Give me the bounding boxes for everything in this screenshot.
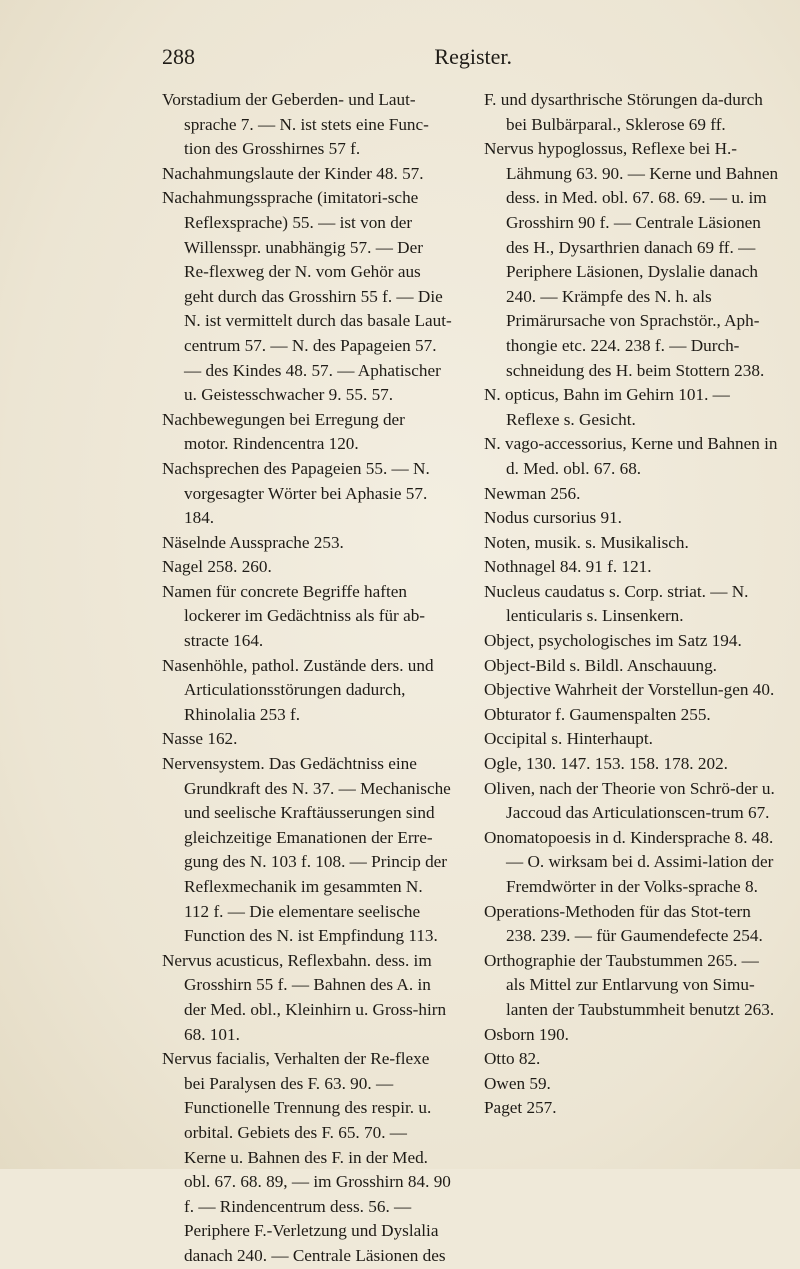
- index-entry: N. opticus, Bahn im Gehirn 101. — Reflexe s. Gesicht.: [484, 385, 730, 429]
- index-entry: Onomatopoesis in d. Kindersprache 8. 48. — O. wirksam bei d. Assimi-lation der Fremdwörter in der Volks-sprache 8.: [484, 827, 774, 896]
- index-entry: Nachbewegungen bei Erregung der motor. Rindencentra 120.: [162, 409, 405, 454]
- index-entry: Osborn 190.: [484, 1024, 569, 1044]
- index-entry: Nachahmungssprache (imitatori-sche Reflexsprache) 55. — ist von der Willensspr. unabhängig 57. — Der Re-flexweg der N. vom Gehör aus geht durch das Grosshirn 55 f. — Die N. ist vermittelt durch das basale Laut-centrum 57. — N. des Papageien 57. — des Kindes 48. 57. — Aphatischer u. Geistesschwacher 9. 55. 57.: [162, 188, 452, 405]
- index-entry: Obturator f. Gaumenspalten 255.: [484, 704, 711, 724]
- index-entry: Nervus facialis, Verhalten der Re-flexe bei Paralysen des F. 63. 90. — Functionelle Trennung des respir. u. orbital. Gebiets des F. 65. 70. — Kerne u. Bahnen des F. in der Med. obl. 67. 68. 89, — im Grosshirn 84. 90 f. — Rindencentrum dess. 56. — Periphere F.-Verletzung und Dyslalia danach 240. — Centrale Läsionen des: [162, 1049, 451, 1265]
- index-entry: Nothnagel 84. 91 f. 121.: [484, 557, 652, 577]
- index-entry: Nachahmungslaute der Kinder 48. 57.: [162, 163, 424, 183]
- index-entry: Orthographie der Taubstummen 265. — als Mittel zur Entlarvung von Simu-lanten der Taubstummheit benutzt 263.: [484, 950, 775, 1019]
- index-entry: Occipital s. Hinterhaupt.: [484, 729, 653, 749]
- page-number: 288: [162, 44, 195, 69]
- right-column: [484, 88, 780, 1121]
- index-entry: Näselnde Aussprache 253.: [162, 532, 344, 552]
- index-entry: Otto 82.: [484, 1049, 541, 1069]
- running-title: Register.: [434, 44, 512, 69]
- index-entry: Nucleus caudatus s. Corp. striat. — N. lenticularis s. Linsenkern.: [484, 581, 749, 626]
- index-entry: Nasse 162.: [162, 729, 238, 749]
- index-entry: Nervensystem. Das Gedächtniss eine Grundkraft des N. 37. — Mechanische und seelische Kraftäusserungen sind gleichzeitige Emanationen der Erre-gung des N. 103 f. 108. — Princip der Reflexmechanik im gesammten N. 112 f. — Die elementare seelische Function des N. ist Empfindung 113.: [162, 754, 451, 946]
- index-entry: Nervus hypoglossus, Reflexe bei H.-Lähmung 63. 90. — Kerne und Bahnen dess. in Med. obl. 67. 68. 69. — u. im Grosshirn 90 f. — Centrale Läsionen des H., Dysarthrien danach 69 ff. — Periphere Läsionen, Dyslalie danach 240. — Krämpfe des N. h. als Primärursache von Sprachstör., Aph-thongie etc. 224. 238 f. — Durch-schneidung des H. beim Stottern 238.: [484, 139, 779, 380]
- index-entry: Object-Bild s. Bildl. Anschauung.: [484, 655, 717, 675]
- index-entry: Nervus acusticus, Reflexbahn. dess. im Grosshirn 55 f. — Bahnen des A. in der Med. obl., Kleinhirn u. Gross-hirn 68. 101.: [162, 950, 447, 1044]
- index-entry: Owen 59.: [484, 1073, 551, 1093]
- index-entry: N. vago-accessorius, Kerne und Bahnen in d. Med. obl. 67. 68.: [484, 434, 778, 478]
- left-column: [162, 88, 452, 1269]
- index-entry: Namen für concrete Begriffe haften lockerer im Gedächtniss als für ab-stracte 164.: [162, 581, 426, 651]
- index-entry: F. und dysarthrische Störungen da-durch bei Bulbärparal., Sklerose 69 ff.: [484, 90, 763, 134]
- index-entry: Vorstadium der Geberden- und Laut-sprache 7. — N. ist stets eine Func-tion des Grosshirnes 57 f.: [162, 90, 429, 159]
- index-entry: Ogle, 130. 147. 153. 158. 178. 202.: [484, 754, 728, 774]
- index-entry: Operations-Methoden für das Stot-tern 238. 239. — für Gaumendefecte 254.: [484, 901, 763, 946]
- index-entry: Oliven, nach der Theorie von Schrö-der u. Jaccoud das Articulationscen-trum 67.: [484, 778, 775, 823]
- index-entry: Nasenhöhle, pathol. Zustände ders. und Articulationsstörungen dadurch, Rhinolalia 253 f.: [162, 655, 434, 724]
- index-entry: Nachsprechen des Papageien 55. — N. vorgesagter Wörter bei Aphasie 57. 184.: [162, 458, 430, 528]
- index-entry: Paget 257.: [484, 1098, 557, 1118]
- index-entry: Nodus cursorius 91.: [484, 508, 622, 528]
- page-header: [162, 44, 512, 74]
- index-entry: Nagel 258. 260.: [162, 557, 272, 577]
- index-entry: Newman 256.: [484, 483, 581, 503]
- index-entry: Object, psychologisches im Satz 194.: [484, 631, 742, 651]
- index-entry: Noten, musik. s. Musikalisch.: [484, 532, 689, 552]
- index-entry: Objective Wahrheit der Vorstellun-gen 40.: [484, 680, 775, 700]
